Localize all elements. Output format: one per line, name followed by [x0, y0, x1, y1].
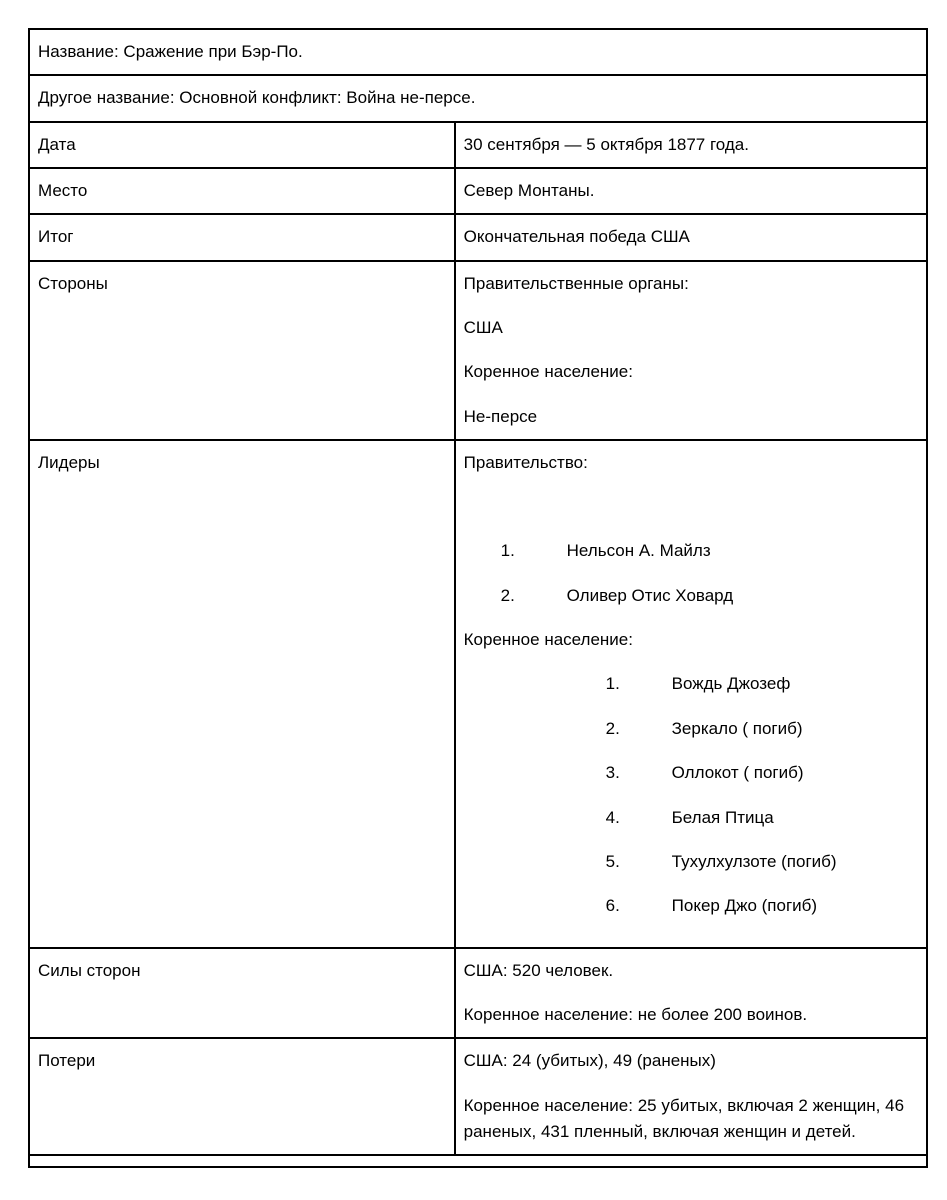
result-label: Итог [38, 227, 74, 247]
empty-paragraph [464, 494, 914, 538]
list-number: 3. [605, 763, 620, 783]
place-value: Север Монтаны. [463, 181, 595, 201]
sides-label: Стороны [38, 273, 108, 293]
forces-row [29, 948, 927, 1039]
sides-row [29, 261, 927, 440]
list-item [464, 760, 914, 786]
list-item-text: Тухулхулзоте (погиб) [671, 851, 837, 871]
losses-label-cell [29, 1038, 455, 1155]
date-value-cell [455, 122, 927, 168]
losses-line: Коренное население: 25 убитых, включая 2 женщин, 46 раненых, 431 пленный, включая женщин и детей. [463, 1095, 905, 1141]
losses-label: Потери [38, 1051, 96, 1071]
list-number: 1. [605, 674, 620, 694]
battle-infobox-table [28, 28, 928, 1168]
leaders-gov-heading: Правительство: [463, 453, 588, 473]
list-item [464, 805, 914, 831]
list-item-text: Белая Птица [671, 807, 774, 827]
date-label-cell [29, 122, 455, 168]
place-row [29, 168, 927, 214]
gov-leaders-list [464, 538, 914, 609]
list-item-text: Нельсон А. Майлз [566, 541, 711, 561]
forces-line: США: 520 человек. [463, 960, 614, 980]
empty-bottom-cell [29, 1155, 927, 1167]
leaders-label: Лидеры [38, 453, 100, 473]
alt-title-text: Другое название: Основной конфликт: Война не-персе. [38, 88, 476, 108]
list-item-text: Зеркало ( погиб) [671, 718, 803, 738]
place-label: Место [38, 181, 88, 201]
list-number: 4. [605, 807, 620, 827]
list-item-text: Оливер Отис Ховард [566, 585, 734, 605]
result-value-cell [455, 214, 927, 260]
sides-label-cell [29, 261, 455, 440]
sides-line: Коренное население: [463, 362, 633, 382]
date-label: Дата [38, 134, 76, 154]
leaders-row [29, 440, 927, 947]
list-number: 2. [500, 585, 515, 605]
native-leaders-list [464, 671, 914, 919]
list-item [464, 671, 914, 697]
sides-line: США [463, 318, 503, 338]
forces-value-cell [455, 948, 927, 1039]
list-item [464, 716, 914, 742]
list-number: 2. [605, 718, 620, 738]
forces-line: Коренное население: не более 200 воинов. [463, 1004, 808, 1024]
list-number: 5. [605, 851, 620, 871]
title-row [29, 29, 927, 75]
forces-label: Силы сторон [38, 960, 141, 980]
leaders-label-cell [29, 440, 455, 947]
alt-title-cell [29, 75, 927, 121]
list-item [464, 583, 914, 609]
empty-bottom-row [29, 1155, 927, 1167]
leaders-native-heading: Коренное население: [463, 630, 633, 650]
result-label-cell [29, 214, 455, 260]
list-number: 1. [500, 541, 515, 561]
title-cell [29, 29, 927, 75]
place-label-cell [29, 168, 455, 214]
place-value-cell [455, 168, 927, 214]
list-number: 6. [605, 896, 620, 916]
result-value: Окончательная победа США [463, 227, 690, 247]
sides-line: Правительственные органы: [463, 273, 689, 293]
forces-label-cell [29, 948, 455, 1039]
list-item-text: Вождь Джозеф [671, 674, 791, 694]
losses-value-cell [455, 1038, 927, 1155]
losses-line: США: 24 (убитых), 49 (раненых) [463, 1051, 716, 1071]
title-text: Название: Сражение при Бэр-По. [38, 42, 303, 61]
list-item-text: Оллокот ( погиб) [671, 763, 804, 783]
list-item [464, 849, 914, 875]
list-item [464, 538, 914, 564]
sides-value-cell [455, 261, 927, 440]
list-item-text: Покер Джо (погиб) [671, 896, 818, 916]
date-value: 30 сентября — 5 октября 1877 года. [463, 134, 749, 154]
leaders-value-cell [455, 440, 927, 947]
losses-row [29, 1038, 927, 1155]
result-row [29, 214, 927, 260]
date-row [29, 122, 927, 168]
sides-line: Не-персе [463, 406, 538, 426]
alt-title-row [29, 75, 927, 121]
list-item [464, 893, 914, 919]
